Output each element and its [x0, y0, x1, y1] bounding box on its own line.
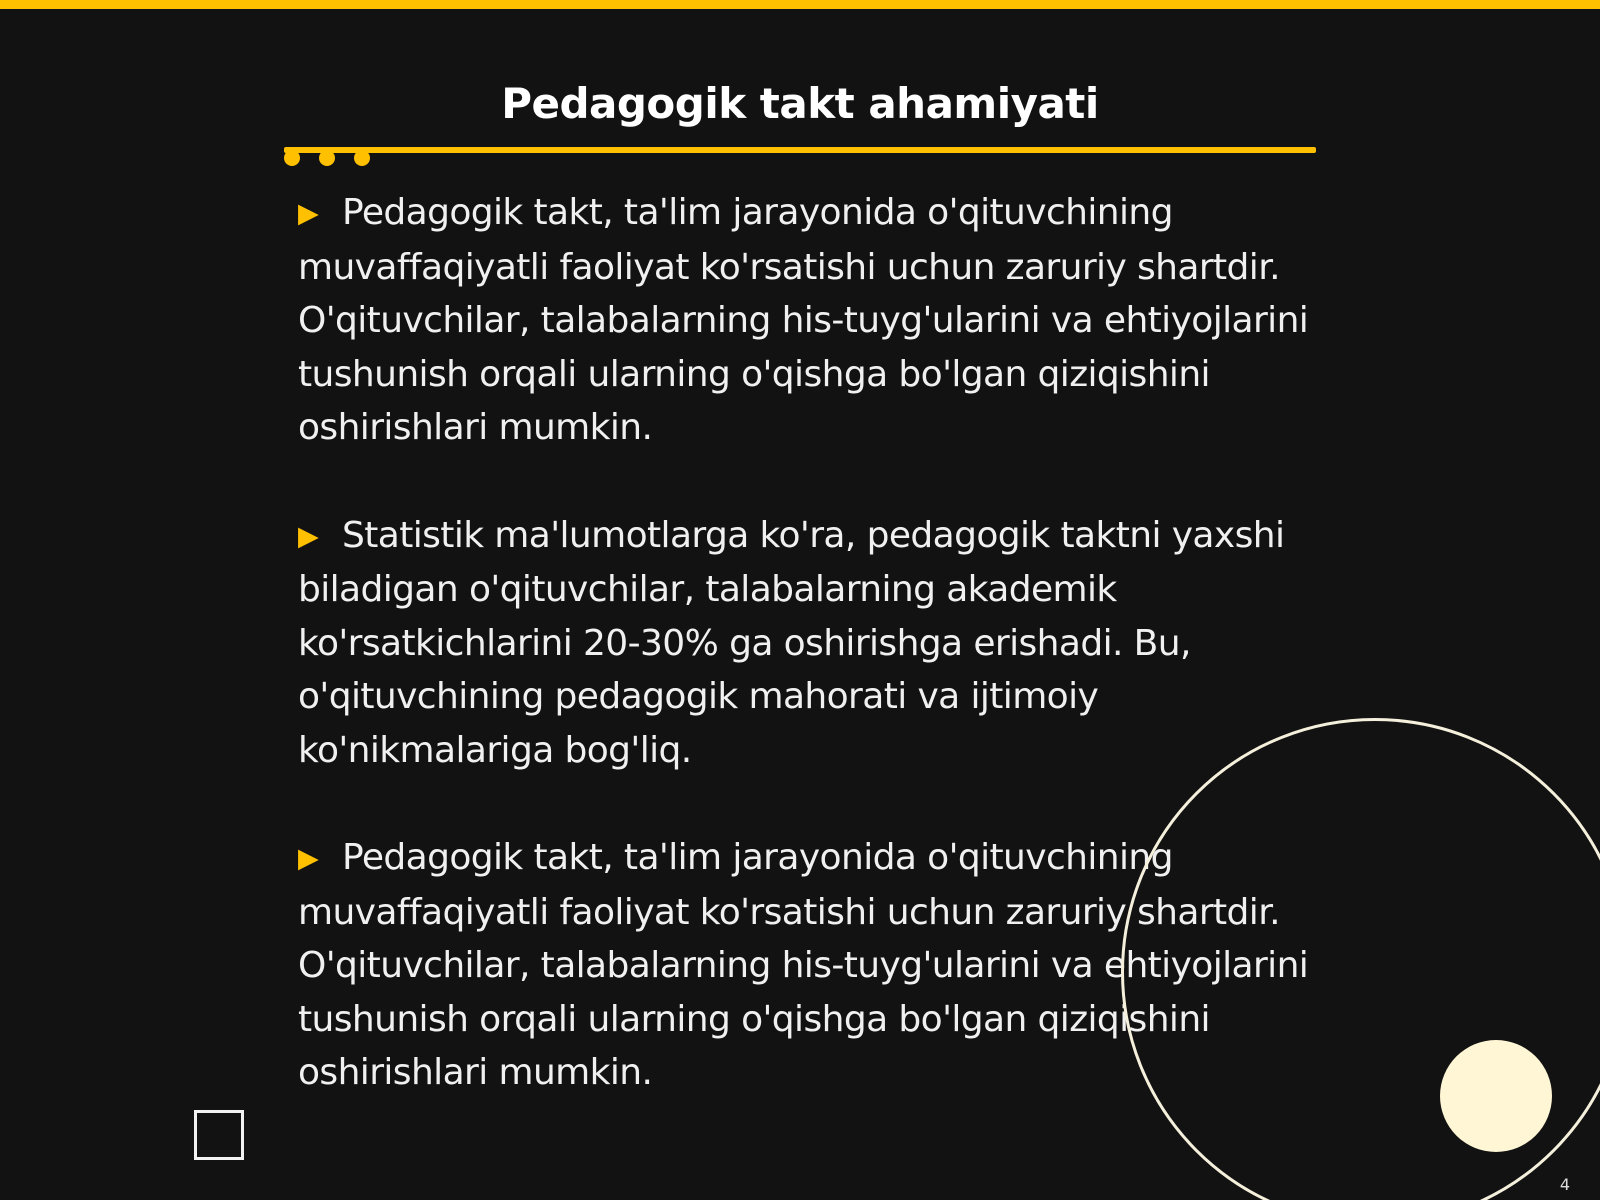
decorative-square — [194, 1110, 244, 1160]
title-underline — [284, 147, 1316, 153]
decorative-dots — [284, 150, 374, 168]
play-triangle-icon: ▶ — [298, 198, 319, 229]
play-triangle-icon: ▶ — [298, 843, 319, 874]
bullet-paragraph — [298, 509, 1318, 778]
dot-icon — [284, 150, 300, 166]
play-triangle-icon: ▶ — [298, 520, 319, 552]
dot-icon — [354, 150, 370, 166]
bullet-text: Pedagogik takt, ta'lim jarayonida o'qituvchining muvaffaqiyatli faoliyat ko'rsatishi uchun zaruriy shartdir. O'qituvchilar, talabalarning his-tuyg'ularini va ehtiyojlarini tushunish orqali ularning o'qishga bo'lgan qiziqishini oshirishlari mumkin. — [298, 192, 1309, 448]
slide-title: Pedagogik takt ahamiyati — [501, 79, 1099, 128]
top-accent-bar — [0, 0, 1600, 9]
bullet-text: Statistik ma'lumotlarga ko'ra, pedagogik taktni yaxshi biladigan o'qituvchilar, talabalarning akademik ko'rsatkichlarini 20-30% ga oshirishga erishadi. Bu, o'qituvchining pedagogik mahorati va ijtimoiy ko'nikmalariga bog'liq. — [298, 514, 1285, 771]
dot-icon — [319, 150, 335, 166]
page-number: 4 — [1559, 1175, 1570, 1194]
decorative-circle-filled — [1440, 1040, 1552, 1152]
bullet-paragraph — [298, 186, 1318, 455]
bullet-text: Pedagogik takt, ta'lim jarayonida o'qituvchining muvaffaqiyatli faoliyat ko'rsatishi uchun zaruriy shartdir. O'qituvchilar, talabalarning his-tuyg'ularini va ehtiyojlarini tushunish orqali ularning o'qishga bo'lgan qiziqishini oshirishlari mumkin. — [298, 837, 1309, 1093]
